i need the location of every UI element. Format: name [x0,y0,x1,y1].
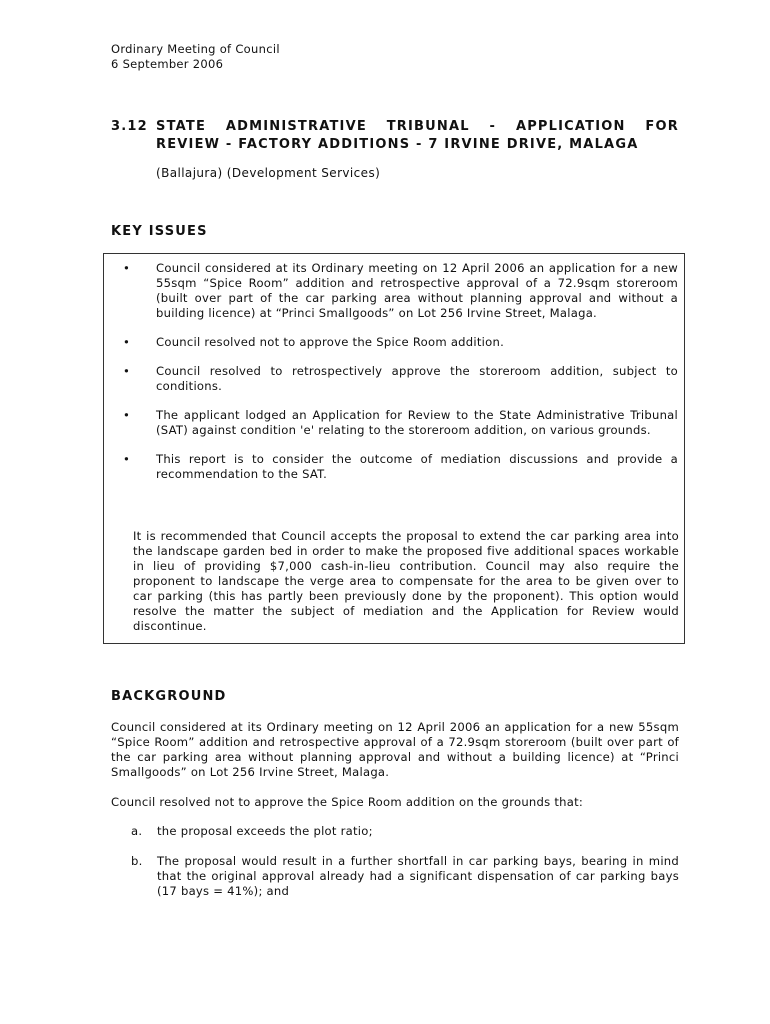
title-word: - [489,119,497,134]
bullet-icon: • [123,364,131,378]
bullet-icon: • [123,452,131,466]
grounds-list-b [111,854,679,899]
recommendation-paragraph: It is recommended that Council accepts the proposal to extend the car parking area into the landscape garden bed in order to make the proposed five additional spaces workable in lieu of providing $7,000 cash-in-lieu contribution. Council may also require the proponent to landscape the verge area to compensate for the area to be given over to car parking (this has partly been previously done by the proponent). This option would resolve the matter the subject of mediation and the Application for Review would discontinue. [133,529,679,633]
item-number: 3.12 [111,119,148,134]
bullet-text: Council resolved not to approve the Spice Room addition. [156,335,505,349]
bullet-icon: • [123,261,131,275]
key-issues-list [104,261,684,496]
bullet-icon: • [123,408,131,422]
background-heading: BACKGROUND [111,689,227,704]
bullet-icon: • [123,335,131,349]
bullet-text: This report is to consider the outcome of mediation discussions and provide a recommendation to the SAT. [156,452,678,481]
list-item [104,452,684,482]
list-item [104,261,684,321]
list-item [104,364,684,394]
bullet-text: Council considered at its Ordinary meeting on 12 April 2006 an application for a new 55sqm “Spice Room” addition and retrospective approval of a 72.9sqm storeroom (built over part of the car parking area without planning approval and without a building licence) at “Princi Smallgoods” on Lot 256 Irvine Street, Malaga. [156,261,678,320]
list-item [111,824,679,839]
meeting-date: 6 September 2006 [111,57,224,71]
title-word: APPLICATION [515,119,626,134]
background-paragraph-1: Council considered at its Ordinary meeting on 12 April 2006 an application for a new 55sqm “Spice Room” addition and retrospective approval of a 72.9sqm storeroom (built over part of the car parking area without planning approval and without a building licence) at “Princi Smallgoods” on Lot 256 Irvine Street, Malaga. [111,720,679,779]
page-header [111,42,280,72]
key-issues-heading: KEY ISSUES [111,224,208,239]
bullet-text: The applicant lodged an Application for Review to the State Administrative Tribunal (SAT) against condition 'e' relating to the storeroom addition, on various grounds. [156,408,678,437]
title-word: ADMINISTRATIVE [225,119,367,134]
grounds-list-a [111,824,679,839]
item-title [111,118,679,154]
background-paragraph-2: Council resolved not to approve the Spice Room addition on the grounds that: [111,795,584,809]
meeting-name: Ordinary Meeting of Council [111,42,280,56]
list-marker: b. [131,854,143,868]
item-title-line1 [156,118,679,136]
list-item-text: the proposal exceeds the plot ratio; [157,824,373,838]
title-word: FOR [645,119,679,134]
title-word: STATE [156,119,207,134]
list-item [104,408,684,438]
bullet-text: Council resolved to retrospectively approve the storeroom addition, subject to conditions. [156,364,678,393]
item-subtitle: (Ballajura) (Development Services) [156,166,381,180]
list-item-text: The proposal would result in a further shortfall in car parking bays, bearing in mind that the original approval already had a significant dispensation of car parking bays (17 bays = 41%); and [157,854,679,898]
title-word: TRIBUNAL [386,119,470,134]
list-item [104,335,684,350]
list-item [111,854,679,899]
list-marker: a. [131,824,143,838]
item-title-line2: REVIEW - FACTORY ADDITIONS - 7 IRVINE DRIVE, MALAGA [156,137,639,152]
key-issues-box [103,253,685,644]
item-title-block [111,118,679,180]
item-title-text [156,118,679,154]
